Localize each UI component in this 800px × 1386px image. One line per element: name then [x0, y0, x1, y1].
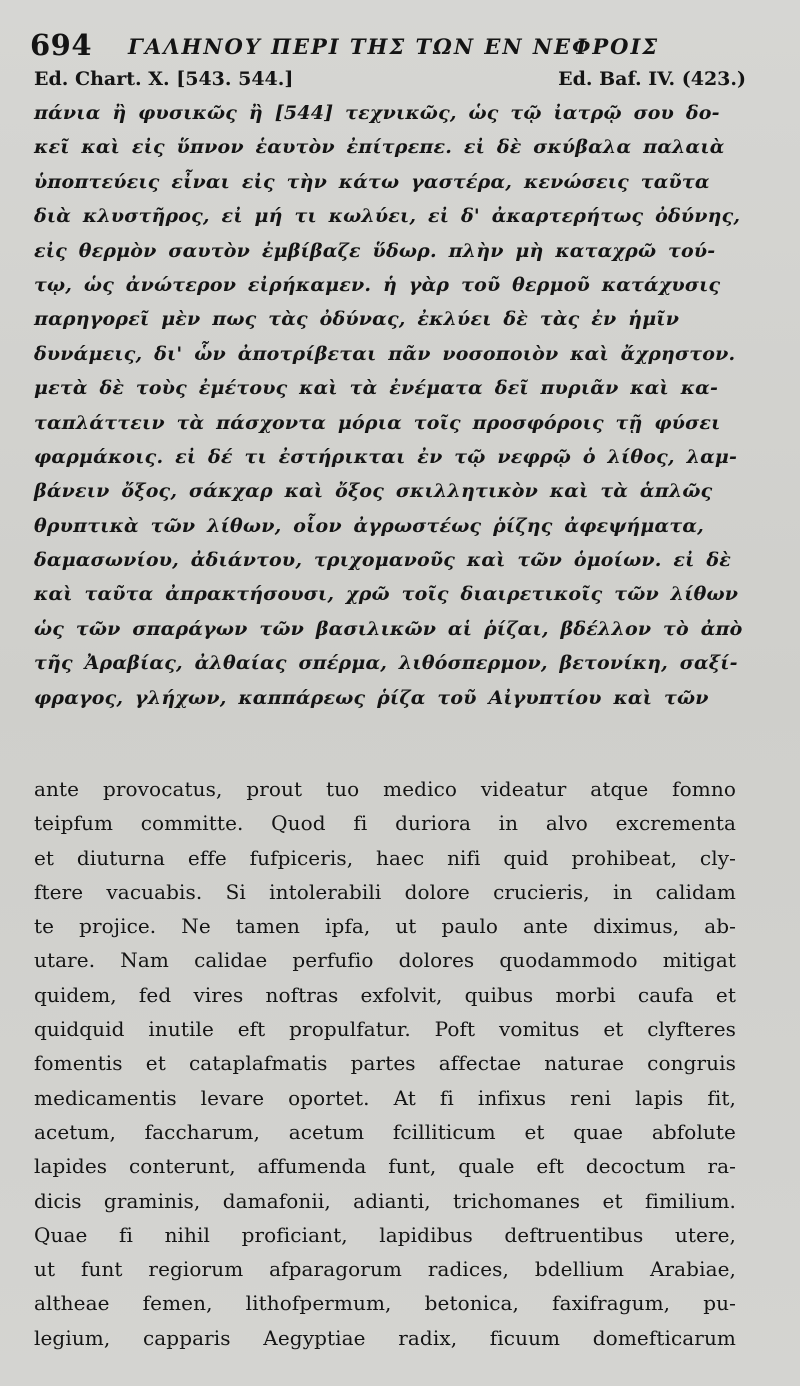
latin-line: medicamentis levare oportet. At fi infixus reni lapis fit, — [34, 1085, 736, 1110]
latin-line: teipfum committe. Quod fi duriora in alvo excrementa — [34, 811, 736, 836]
greek-line: παρηγορεῖ μὲν πως τὰς ὀδύνας, ἐκλύει δὲ τὰς ἐν ἡμῖν — [34, 308, 680, 331]
latin-line: acetum, faccharum, acetum fcilliticum et quae abfolute — [34, 1119, 736, 1144]
latin-line: ut funt regiorum afparagorum radices, bdellium Arabiae, — [34, 1257, 736, 1282]
edition-references — [34, 68, 746, 92]
latin-line: quidquid inutile eft propulfatur. Poft vomitus et clyfteres — [34, 1017, 736, 1042]
latin-line: quidem, fed vires noftras exfolvit, quibus morbi caufa et — [34, 982, 736, 1007]
greek-line: τῳ, ὡς ἀνώτερον εἰρήκαμεν. ἡ γὰρ τοῦ θερμοῦ κατάχυσις — [34, 273, 721, 296]
latin-line: fomentis et cataplafmatis partes affectae naturae congruis — [34, 1051, 736, 1076]
greek-text-block — [34, 96, 743, 715]
greek-line: ὡς τῶν σπαράγων τῶν βασιλικῶν αἱ ῥίζαι, βδέλλον τὸ ἀπὸ — [34, 617, 743, 640]
latin-line: et diuturna effe fufpiceris, haec nifi quid prohibeat, cly- — [34, 845, 736, 870]
greek-line: δυνάμεις, δι' ὧν ἀποτρίβεται πᾶν νοσοποιὸν καὶ ἄχρηστον. — [34, 342, 736, 365]
latin-line: altheae femen, lithofpermum, betonica, faxifragum, pu- — [34, 1291, 736, 1316]
greek-line: πάνια ἢ φυσικῶς ἢ [544] τεχνικῶς, ὡς τῷ ἰατρῷ σου δο- — [34, 102, 720, 124]
greek-line: εἰς θερμὸν σαυτὸν ἐμβίβαζε ὕδωρ. πλὴν μὴ καταχρῶ τού- — [34, 239, 716, 262]
page-number: 694 — [30, 28, 93, 62]
page-header — [30, 26, 770, 66]
latin-text-block — [34, 772, 736, 1355]
greek-line: ὑποπτεύεις εἶναι εἰς τὴν κάτω γαστέρα, κενώσεις ταῦτα — [34, 170, 710, 193]
greek-line: φαρμάκοις. εἰ δέ τι ἐστήρικται ἐν τῷ νεφρῷ ὁ λίθος, λαμ- — [34, 445, 738, 468]
greek-line: θρυπτικὰ τῶν λίθων, οἷον ἀγρωστέως ῥίζης ἀφεψήματα, — [34, 514, 704, 537]
greek-line: καὶ ταῦτα ἀπρακτήσουσι, χρῶ τοῖς διαιρετικοῖς τῶν λίθων — [34, 583, 739, 606]
edition-chart-reference: Ed. Chart. X. [543. 544.] — [34, 68, 294, 90]
greek-line: ταπλάττειν τὰ πάσχοντα μόρια τοῖς προσφόροις τῇ φύσει — [34, 411, 721, 434]
greek-line: κεῖ καὶ εἰς ὕπνον ἑαυτὸν ἐπίτρεπε. εἰ δὲ σκύβαλα παλαιὰ — [34, 136, 725, 159]
latin-line: Quae fi nihil proficiant, lapidibus deftruentibus utere, — [34, 1222, 736, 1247]
greek-line: δαμασωνίου, ἀδιάντου, τριχομανοῦς καὶ τῶν ὁμοίων. εἰ δὲ — [34, 549, 731, 572]
latin-line: utare. Nam calidae perfufio dolores quodammodo mitigat — [34, 948, 736, 973]
greek-line: μετὰ δὲ τοὺς ἐμέτους καὶ τὰ ἐνέματα δεῖ πυριᾶν καὶ κα- — [34, 377, 719, 400]
latin-line: lapides conterunt, affumenda funt, quale eft decoctum ra- — [34, 1154, 736, 1179]
latin-line: ftere vacuabis. Si intolerabili dolore crucieris, in calidam — [34, 879, 736, 904]
greek-line: διὰ κλυστῆρος, εἰ μή τι κωλύει, εἰ δ' ἀκαρτερήτως ὀδύνης, — [34, 205, 741, 228]
greek-line: φραγος, γλήχων, καππάρεως ῥίζα τοῦ Αἰγυπτίου καὶ τῶν — [34, 686, 709, 709]
edition-basel-reference: Ed. Baf. IV. (423.) — [558, 68, 746, 90]
latin-line: dicis graminis, damafonii, adianti, trichomanes et fimilium. — [34, 1188, 736, 1213]
greek-line: τῆς Ἀραβίας, ἀλθαίας σπέρμα, λιθόσπερμον, βετονίκη, σαξί- — [34, 652, 738, 675]
latin-line: ante provocatus, prout tuo medico videatur atque fomno — [34, 777, 736, 801]
running-title: ΓΑΛΗΝΟΥ ΠΕΡΙ ΤΗΣ ΤΩΝ ΕΝ ΝΕΦΡΟΙΣ — [128, 34, 660, 59]
latin-line: legium, capparis Aegyptiae radix, ficuum domefticarum — [34, 1325, 736, 1350]
greek-line: βάνειν ὄξος, σάκχαρ καὶ ὄξος σκιλλητικὸν καὶ τὰ ἁπλῶς — [34, 480, 713, 503]
latin-line: te projice. Ne tamen ipfa, ut paulo ante diximus, ab- — [34, 914, 736, 939]
